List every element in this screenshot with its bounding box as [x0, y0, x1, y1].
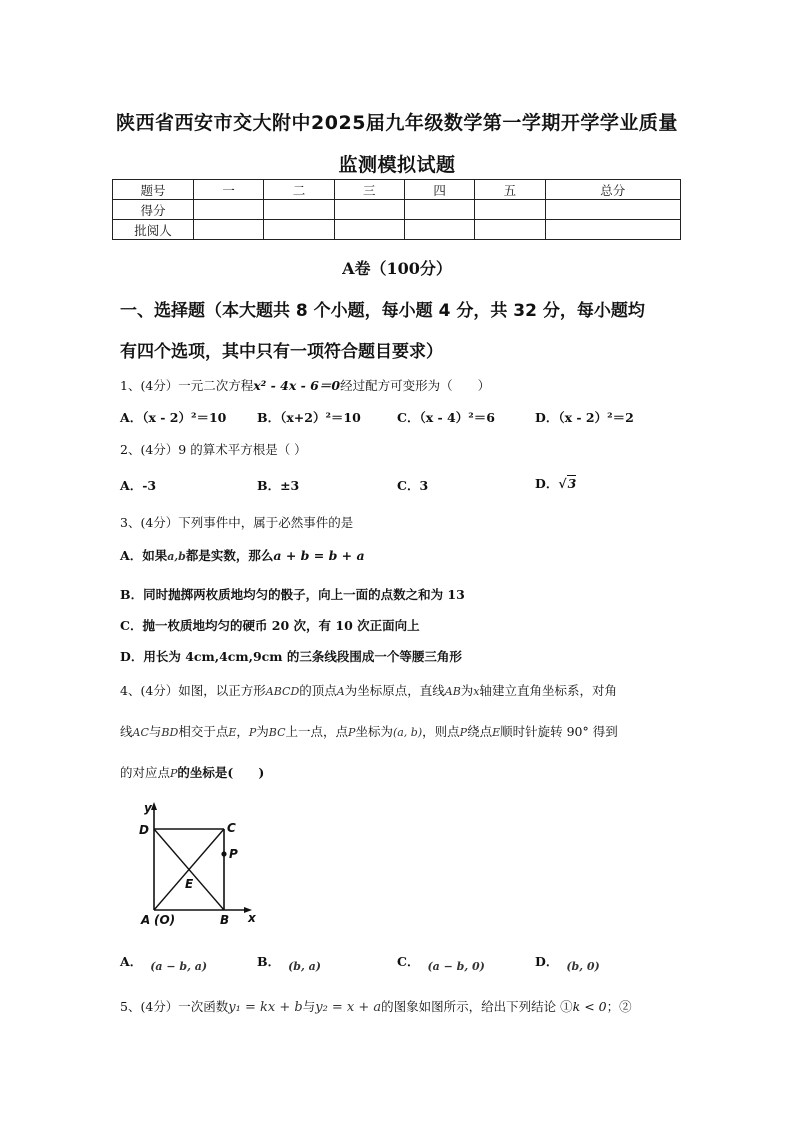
- label-c: C: [227, 821, 236, 835]
- q4-option-label: B．: [257, 954, 281, 969]
- section1-heading-line1: 一、选择题（本大题共 8 个小题，每小题 4 分，共 32 分，每小题均: [120, 301, 645, 321]
- grader-cell[interactable]: [194, 220, 264, 240]
- score-cell[interactable]: [264, 200, 334, 220]
- q4-math: BC: [268, 726, 286, 739]
- q1-suffix: 经过配方可变形为（ ）: [340, 378, 491, 393]
- q2-option-b[interactable]: B．±3: [257, 478, 300, 493]
- q4-text: ，则点: [422, 724, 460, 739]
- question-1-stem: [120, 376, 490, 394]
- label-b: B: [220, 913, 230, 927]
- q4-option-d[interactable]: [535, 952, 600, 973]
- grader-cell[interactable]: [404, 220, 474, 240]
- q4-math: P: [459, 726, 468, 739]
- q4-option-label: A．: [120, 954, 143, 969]
- score-header-cell: 三: [334, 180, 404, 200]
- score-cell[interactable]: [475, 200, 545, 220]
- q4-option-b[interactable]: [257, 952, 321, 973]
- label-y: y: [144, 801, 152, 815]
- question-4-stem-line2: [120, 722, 618, 740]
- q3-option-b[interactable]: B．同时抛掷两枚质地均匀的骰子，向上一面的点数之和为 13: [120, 587, 465, 602]
- q4-text: 为坐标原点，直线: [344, 683, 445, 698]
- q4-math: A: [336, 685, 345, 698]
- grader-cell[interactable]: [545, 220, 680, 240]
- q4-option-a[interactable]: [120, 952, 208, 973]
- y-axis-arrow: [151, 802, 157, 810]
- q3-a-equation: a + b = b + a: [273, 548, 365, 563]
- q5-equation-1: y₁ = kx + b: [228, 1000, 303, 1015]
- q4-text: 的坐标是( ): [177, 765, 265, 780]
- q1-option-c[interactable]: C．（x - 4）²＝6: [397, 410, 495, 425]
- q3-a-prefix: A．如果: [120, 548, 168, 563]
- exam-title-line1: 陕西省西安市交大附中2025届九年级数学第一学期开学学业质量: [116, 112, 678, 134]
- q3-option-d[interactable]: D．用长为 4cm,4cm,9cm 的三条线段围成一个等腰三角形: [120, 649, 462, 664]
- q4-option-value: (a − b, a): [150, 960, 208, 973]
- score-table: [112, 179, 681, 240]
- score-header-cell: 四: [404, 180, 474, 200]
- q4-option-label: C．: [397, 954, 420, 969]
- q4-math: P: [348, 726, 356, 739]
- grader-cell[interactable]: [264, 220, 334, 240]
- volume-a-heading: A卷（100分）: [342, 259, 452, 278]
- q4-text: 上一点，点: [285, 724, 349, 739]
- section1-heading-line2: 有四个选项，其中只有一项符合题目要求）: [120, 342, 443, 362]
- q4-option-value: (b, a): [288, 960, 321, 973]
- label-e: E: [185, 877, 194, 891]
- q4-math: AC: [132, 726, 149, 739]
- q4-text: 绕点: [467, 724, 493, 739]
- q4-text: 相交于点: [178, 724, 229, 739]
- score-cell[interactable]: [545, 200, 680, 220]
- q5-condition: k < 0: [572, 999, 607, 1014]
- question-2-stem: 2、(4分）9 的算术平方根是（ ）: [120, 442, 307, 457]
- score-header-cell: 一: [194, 180, 264, 200]
- q4-math: E: [492, 726, 501, 739]
- q4-math: ABCD: [265, 685, 300, 698]
- score-row-label: 得分: [113, 200, 194, 220]
- q4-text: 轴建立直角坐标系，对角: [479, 683, 618, 698]
- label-p: P: [229, 847, 238, 861]
- score-row-label: 批阅人: [113, 220, 194, 240]
- q2-option-d-label: D．: [535, 476, 559, 491]
- q3-a-mid: 都是实数，那么: [185, 548, 274, 563]
- q4-text: ，: [236, 724, 249, 739]
- q5-equation-2: y₂ = x + a: [315, 1000, 382, 1015]
- label-x: x: [248, 911, 256, 925]
- q4-text: 线: [120, 724, 133, 739]
- q4-text: 为: [460, 683, 474, 698]
- question-5-stem: [120, 997, 632, 1015]
- q5-text: 与: [302, 999, 316, 1014]
- q1-option-a[interactable]: A．（x - 2）²＝10: [120, 410, 227, 425]
- score-header-cell: 总分: [545, 180, 680, 200]
- exam-title-line2: 监测模拟试题: [338, 154, 456, 176]
- q4-math: AB: [444, 685, 461, 698]
- score-header-cell: 五: [475, 180, 545, 200]
- q4-math: P: [170, 767, 178, 780]
- q4-math: E: [228, 726, 237, 739]
- q1-equation: x² - 4x - 6＝0: [253, 378, 341, 393]
- q4-text: 顺时针旋转 90° 得到: [500, 724, 618, 739]
- grader-cell[interactable]: [334, 220, 404, 240]
- q4-text: 的对应点: [120, 765, 171, 780]
- q2-option-a[interactable]: A．-3: [120, 478, 157, 493]
- score-cell[interactable]: [334, 200, 404, 220]
- q4-text: 坐标为: [355, 724, 393, 739]
- q3-option-a[interactable]: [120, 546, 365, 564]
- q1-prefix: 1、(4分）一元二次方程: [120, 378, 254, 393]
- q3-option-c[interactable]: C．抛一枚质地均匀的硬币 20 次，有 10 次正面向上: [120, 618, 420, 633]
- q2-option-c[interactable]: C．3: [397, 478, 429, 493]
- q4-math: P: [248, 726, 257, 739]
- label-o: (O): [154, 913, 176, 927]
- score-header-cell: 二: [264, 180, 334, 200]
- q4-text: 与: [148, 724, 162, 739]
- score-header-cell: 题号: [113, 180, 194, 200]
- q3-a-vars: a,b: [167, 550, 186, 563]
- sqrt-symbol: √3: [558, 476, 577, 491]
- q4-option-value: (a − b, 0): [427, 960, 485, 973]
- q4-text: 为: [256, 724, 269, 739]
- q4-option-label: D．: [535, 954, 559, 969]
- q5-text: ；②: [606, 999, 632, 1014]
- question-4-stem-line1: [120, 681, 617, 699]
- q4-math: (a, b): [392, 726, 423, 739]
- q4-text: 的顶点: [299, 683, 337, 698]
- question-3-stem: 3、(4分）下列事件中，属于必然事件的是: [120, 515, 354, 530]
- score-table-row: [113, 220, 681, 240]
- q2-option-d[interactable]: [535, 474, 576, 492]
- q5-text: 5、(4分）一次函数: [120, 999, 229, 1014]
- q4-option-value: (b, 0): [566, 960, 600, 973]
- q1-option-b[interactable]: B．（x+2）²＝10: [257, 410, 361, 425]
- grader-cell[interactable]: [475, 220, 545, 240]
- q4-math: BD: [161, 726, 179, 739]
- q1-option-d[interactable]: D．（x - 2）²＝2: [535, 410, 634, 425]
- q4-square-figure: [128, 800, 263, 928]
- score-table-row: [113, 200, 681, 220]
- score-cell[interactable]: [194, 200, 264, 220]
- q4-math: x: [473, 685, 480, 698]
- point-p: [221, 851, 226, 856]
- q5-text: 的图象如图所示，给出下列结论 ①: [381, 999, 573, 1014]
- label-d: D: [139, 823, 149, 837]
- question-4-stem-line3: [120, 763, 264, 781]
- q4-option-c[interactable]: [397, 952, 485, 973]
- q4-text: 4、(4分）如图，以正方形: [120, 683, 266, 698]
- score-table-header-row: [113, 180, 681, 200]
- q2-option-d-value: 3: [567, 476, 577, 491]
- label-a: A: [141, 913, 151, 927]
- score-cell[interactable]: [404, 200, 474, 220]
